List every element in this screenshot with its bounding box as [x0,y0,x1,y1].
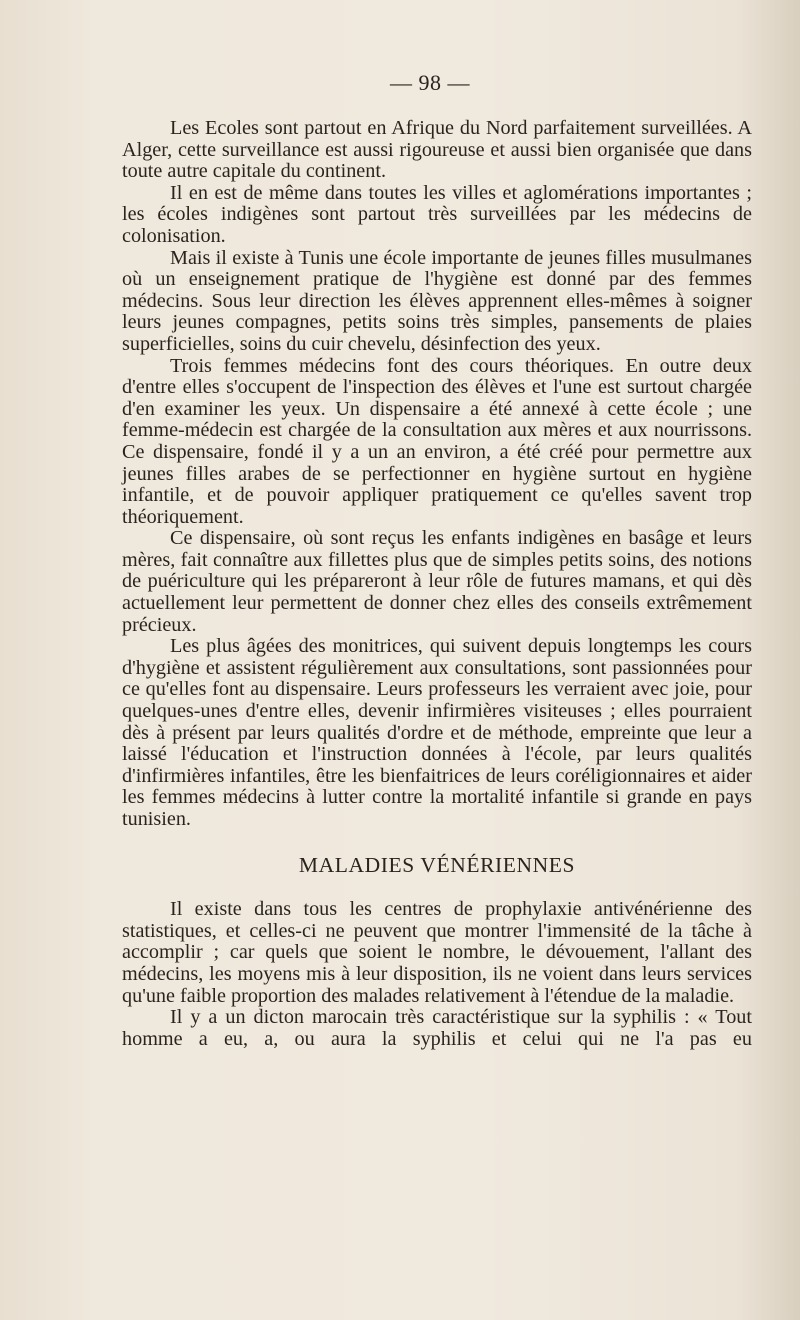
paragraph-dispensary: Ce dispensaire, où sont reçus les enfants indigènes en basâge et leurs mères, fait connaître aux fillettes plus que de simples petits soins, des notions de puériculture qui les prépareront à leur rôle de futures mamans, et qui dès actuellement leur permettent de donner chez elles des conseils extrêmement précieux. [122,527,752,636]
paragraph-women-doctors: Trois femmes médecins font des cours théoriques. En outre deux d'entre elles s'occupent de l'inspection des élèves et l'une est surtout chargée d'en examiner les yeux. Un dispensaire a été annexé à cette école ; une femme-médecin est chargée de la consultation aux mères et aux nourrissons. Ce dispensaire, fondé il y a un an environ, a été créé pour permettre aux jeunes filles arabes de se perfectionner en hygiène surtout en hygiène infantile, et de pouvoir appliquer pratiquement ce qu'elles savent trop théoriquement. [122,354,752,528]
paragraph-moroccan-saying: Il y a un dicton marocain très caractéristique sur la syphilis : « Tout homme a eu, a, ou aura la syphilis et celui qui ne l'a pas eu [122,1006,752,1050]
page-number: — 98 — [390,70,470,95]
paragraph-schools-north-africa: Les Ecoles sont partout en Afrique du Nord parfaitement surveillées. A Alger, cette surveillance est aussi rigoureuse et aussi bien organisée que dans toute autre capitale du continent. [122,117,752,183]
page-body [122,118,752,1050]
paragraph-cities: Il en est de même dans toutes les villes et aglomérations importantes ; les écoles indigènes sont partout très surveillées par les médecins de colonisation. [122,181,752,247]
paragraph-monitors: Les plus âgées des monitrices, qui suivent depuis longtemps les cours d'hygiène et assistent régulièrement aux consultations, sont passionnées pour ce qu'elles font au dispensaire. Leurs professeurs les verraient avec joie, pour quelques-unes d'entre elles, devenir infirmières visiteuses ; elles pourraient dès à présent par leurs qualités d'ordre et de méthode, empreinte que leur a laissé l'éducation et l'instruction données à l'école, par leurs qualités d'infirmières infantiles, être les bienfaitrices de leurs coréligionnaires et aider les femmes médecins à lutter contre la mortalité infantile si grande en pays tunisien. [122,635,752,830]
paragraph-tunis-school: Mais il existe à Tunis une école importante de jeunes filles musulmanes où un enseignement pratique de l'hygiène est donné par des femmes médecins. Sous leur direction les élèves apprennent elles-mêmes à soigner leurs jeunes compagnes, petits soins très simples, pansements de plaies superficielles, soins du cuir chevelu, désinfection des yeux. [122,246,752,355]
paragraph-prophylaxis-centres: Il existe dans tous les centres de prophylaxie antivénérienne des statistiques, et celles-ci ne peuvent que montrer l'immensité de la tâche à accomplir ; car quels que soient le nombre, le dévouement, l'allant des médecins, les moyens mis à leur disposition, ils ne voient dans leurs services qu'une faible proportion des malades relativement à l'étendue de la maladie. [122,898,752,1007]
section-title: MALADIES VÉNÉRIENNES [298,852,576,877]
